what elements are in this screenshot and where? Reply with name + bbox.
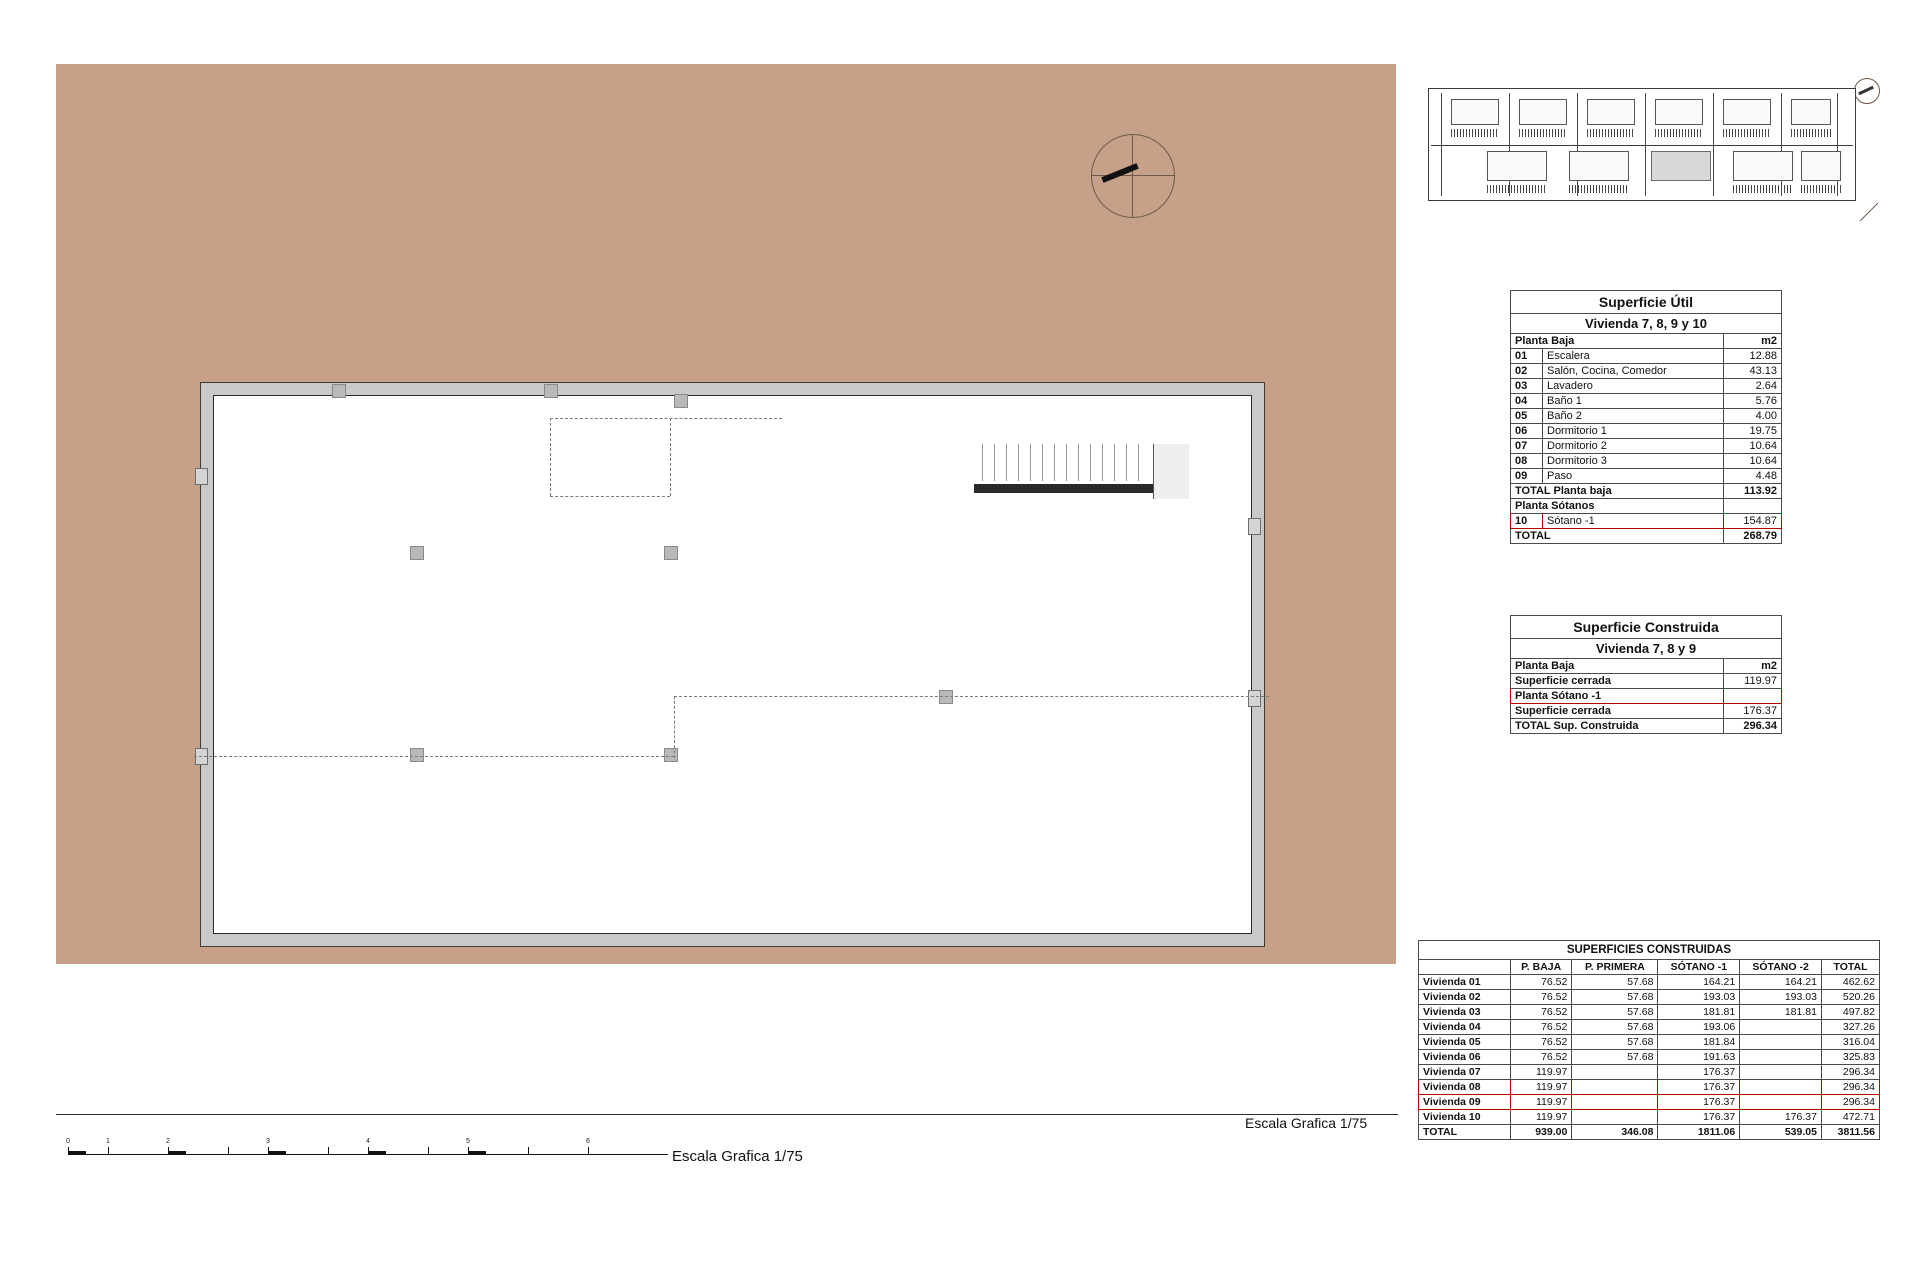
column-marker: [410, 748, 424, 762]
column-marker: [410, 546, 424, 560]
table-row: [1511, 424, 1782, 439]
total-value: 296.34: [1724, 719, 1782, 734]
room-area: 154.87: [1724, 514, 1782, 529]
row-label: Vivienda 07: [1419, 1065, 1511, 1080]
cell-p-primera: [1572, 1095, 1658, 1110]
cell-total: 520.26: [1821, 990, 1879, 1005]
row-label: Vivienda 06: [1419, 1050, 1511, 1065]
cell-p-primera: 57.68: [1572, 975, 1658, 990]
cell-total: 497.82: [1821, 1005, 1879, 1020]
subtotal-value: 113.92: [1724, 484, 1782, 499]
table-row: [1511, 349, 1782, 364]
room-area: 4.00: [1724, 409, 1782, 424]
section-header-sotano: Planta Sótano -1: [1511, 689, 1724, 704]
projection-line: [674, 696, 675, 758]
area-value: 176.37: [1724, 704, 1782, 719]
total-sotano-1: 1811.06: [1658, 1125, 1740, 1140]
cell-sotano-2: 176.37: [1740, 1110, 1822, 1125]
cell-sotano-2: 193.03: [1740, 990, 1822, 1005]
superficie-util-table-wrapper: [1510, 290, 1782, 544]
room-label: Paso: [1543, 469, 1724, 484]
wall-opening-marker: [1248, 690, 1261, 707]
cell-p-baja: 119.97: [1511, 1095, 1572, 1110]
column-marker: [664, 748, 678, 762]
total-label: TOTAL Sup. Construida: [1511, 719, 1724, 734]
building-interior: [213, 395, 1252, 934]
table-total-row: [1511, 719, 1782, 734]
table-row: [1419, 990, 1880, 1005]
scale-tick-4: 4: [366, 1138, 370, 1145]
room-area: 5.76: [1724, 394, 1782, 409]
drawing-divider-line: [56, 1114, 1398, 1115]
room-code: 03: [1511, 379, 1543, 394]
projection-line: [550, 496, 670, 497]
cell-sotano-2: 164.21: [1740, 975, 1822, 990]
section-header-planta-sotanos: Planta Sótanos: [1511, 499, 1724, 514]
table-row: [1419, 1050, 1880, 1065]
cell-p-baja: 76.52: [1511, 1020, 1572, 1035]
table-total-row: [1419, 1125, 1880, 1140]
elevation-frame: [1428, 88, 1856, 201]
key-elevation-thumbnail: [1418, 78, 1880, 223]
cell-p-primera: 57.68: [1572, 990, 1658, 1005]
table-subtitle: Vivienda 7, 8, 9 y 10: [1511, 314, 1782, 334]
row-label: Vivienda 02: [1419, 990, 1511, 1005]
room-label: Dormitorio 3: [1543, 454, 1724, 469]
cell-total: 327.26: [1821, 1020, 1879, 1035]
table-row: [1419, 975, 1880, 990]
cell-p-primera: 57.68: [1572, 1050, 1658, 1065]
cell-total: 316.04: [1821, 1035, 1879, 1050]
cell-sotano-1: 164.21: [1658, 975, 1740, 990]
column-marker: [939, 690, 953, 704]
col-header-blank: [1419, 960, 1511, 975]
cell-total: 472.71: [1821, 1110, 1879, 1125]
room-area: 10.64: [1724, 454, 1782, 469]
scale-tick-0: 0: [66, 1138, 70, 1145]
cell-sotano-1: 176.37: [1658, 1065, 1740, 1080]
row-label: Vivienda 05: [1419, 1035, 1511, 1050]
table-row: [1511, 379, 1782, 394]
cell-p-baja: 76.52: [1511, 1005, 1572, 1020]
cell-sotano-2: [1740, 1080, 1822, 1095]
room-code: 10: [1511, 514, 1543, 529]
cell-sotano-2: [1740, 1050, 1822, 1065]
table-row: [1419, 1005, 1880, 1020]
projection-line: [674, 696, 1269, 697]
unit-header: m2: [1724, 334, 1782, 349]
col-header-sotano-2: SÓTANO -2: [1740, 960, 1822, 975]
area-label: Superficie cerrada: [1511, 674, 1724, 689]
unit-header: m2: [1724, 659, 1782, 674]
room-code: 08: [1511, 454, 1543, 469]
room-area: 43.13: [1724, 364, 1782, 379]
subtotal-label: TOTAL Planta baja: [1511, 484, 1724, 499]
table-header-row: [1419, 960, 1880, 975]
room-area: 19.75: [1724, 424, 1782, 439]
table-title: SUPERFICIES CONSTRUIDAS: [1419, 941, 1880, 960]
section-header-planta-baja: Planta Baja: [1511, 334, 1724, 349]
total-grand: 3811.56: [1821, 1125, 1879, 1140]
graphic-scale-bar: [68, 1140, 668, 1162]
cell-sotano-1: 191.63: [1658, 1050, 1740, 1065]
total-p-primera: 346.08: [1572, 1125, 1658, 1140]
cell-total: 296.34: [1821, 1095, 1879, 1110]
cell-p-baja: 119.97: [1511, 1110, 1572, 1125]
room-code: 07: [1511, 439, 1543, 454]
area-value: 119.97: [1724, 674, 1782, 689]
room-area: 2.64: [1724, 379, 1782, 394]
cell-p-baja: 119.97: [1511, 1065, 1572, 1080]
room-code: 04: [1511, 394, 1543, 409]
cell-sotano-2: [1740, 1095, 1822, 1110]
cell-sotano-1: 193.06: [1658, 1020, 1740, 1035]
table-row: [1511, 394, 1782, 409]
total-p-baja: 939.00: [1511, 1125, 1572, 1140]
total-label: TOTAL: [1419, 1125, 1511, 1140]
table-row: [1511, 409, 1782, 424]
room-area: 10.64: [1724, 439, 1782, 454]
cell-sotano-2: [1740, 1020, 1822, 1035]
cell-sotano-2: 181.81: [1740, 1005, 1822, 1020]
cell-total: 462.62: [1821, 975, 1879, 990]
room-area: 4.48: [1724, 469, 1782, 484]
col-header-p-baja: P. BAJA: [1511, 960, 1572, 975]
compass-icon: [1854, 78, 1880, 104]
room-area: 12.88: [1724, 349, 1782, 364]
row-label: Vivienda 10: [1419, 1110, 1511, 1125]
cell-p-baja: 119.97: [1511, 1080, 1572, 1095]
table-row: [1511, 439, 1782, 454]
cell-total: 296.34: [1821, 1080, 1879, 1095]
row-label: Vivienda 03: [1419, 1005, 1511, 1020]
scale-tick-6: 6: [586, 1138, 590, 1145]
cell-p-baja: 76.52: [1511, 1050, 1572, 1065]
floor-plan-drawing: [56, 64, 1396, 1114]
table-total-row: [1511, 529, 1782, 544]
cell-p-primera: 57.68: [1572, 1005, 1658, 1020]
scale-tick-5: 5: [466, 1138, 470, 1145]
table-row: [1419, 1035, 1880, 1050]
table-row: [1511, 454, 1782, 469]
room-code: 09: [1511, 469, 1543, 484]
table-title: Superficie Construida: [1511, 616, 1782, 639]
table-row: [1511, 364, 1782, 379]
cell-sotano-1: 181.84: [1658, 1035, 1740, 1050]
table-subtotal-row: [1511, 484, 1782, 499]
column-marker: [544, 384, 558, 398]
table-row: [1511, 674, 1782, 689]
cell-p-primera: [1572, 1065, 1658, 1080]
room-label: Baño 2: [1543, 409, 1724, 424]
scale-tick-1: 1: [106, 1138, 110, 1145]
area-label: Superficie cerrada: [1511, 704, 1724, 719]
table-row: [1419, 1020, 1880, 1035]
table-row: [1419, 1065, 1880, 1080]
room-label: Escalera: [1543, 349, 1724, 364]
col-header-sotano-1: SÓTANO -1: [1658, 960, 1740, 975]
table-title: Superficie Útil: [1511, 291, 1782, 314]
cell-sotano-1: 176.37: [1658, 1080, 1740, 1095]
projection-line: [670, 418, 671, 496]
cell-sotano-1: 176.37: [1658, 1110, 1740, 1125]
section-empty-cell: [1724, 499, 1782, 514]
cell-total: 325.83: [1821, 1050, 1879, 1065]
projection-line: [550, 418, 782, 419]
room-code: 06: [1511, 424, 1543, 439]
cell-sotano-1: 181.81: [1658, 1005, 1740, 1020]
wall-opening-marker: [1248, 518, 1261, 535]
projection-line: [194, 756, 674, 757]
room-code: 02: [1511, 364, 1543, 379]
room-label: Baño 1: [1543, 394, 1724, 409]
cell-p-primera: 57.68: [1572, 1020, 1658, 1035]
row-label: Vivienda 08: [1419, 1080, 1511, 1095]
room-label: Salón, Cocina, Comedor: [1543, 364, 1724, 379]
superficies-construidas-table: [1418, 940, 1880, 1140]
scale-label-bottom: Escala Grafica 1/75: [672, 1148, 803, 1165]
cell-p-primera: [1572, 1080, 1658, 1095]
col-header-total: TOTAL: [1821, 960, 1879, 975]
cell-sotano-2: [1740, 1065, 1822, 1080]
row-label: Vivienda 01: [1419, 975, 1511, 990]
room-code: 05: [1511, 409, 1543, 424]
column-marker: [674, 394, 688, 408]
total-sotano-2: 539.05: [1740, 1125, 1822, 1140]
column-marker: [332, 384, 346, 398]
table-row: [1511, 704, 1782, 719]
staircase: [974, 444, 1189, 499]
row-label: Vivienda 09: [1419, 1095, 1511, 1110]
total-label: TOTAL: [1511, 529, 1724, 544]
table-row-highlighted: [1511, 514, 1782, 529]
total-value: 268.79: [1724, 529, 1782, 544]
cell-total: 296.34: [1821, 1065, 1879, 1080]
section-header-planta-baja: Planta Baja: [1511, 659, 1724, 674]
room-label: Dormitorio 2: [1543, 439, 1724, 454]
superficie-construida-table-wrapper: [1510, 615, 1782, 734]
cell-p-baja: 76.52: [1511, 1035, 1572, 1050]
cell-p-primera: 57.68: [1572, 1035, 1658, 1050]
superficies-construidas-table-wrapper: [1418, 940, 1880, 1140]
north-arrow-icon: [1091, 134, 1175, 218]
cell-sotano-2: [1740, 1035, 1822, 1050]
table-row: [1511, 469, 1782, 484]
scale-tick-3: 3: [266, 1138, 270, 1145]
sheet-corner-mark: [1858, 201, 1880, 223]
room-label: Dormitorio 1: [1543, 424, 1724, 439]
superficie-construida-table: [1510, 615, 1782, 734]
column-marker: [664, 546, 678, 560]
wall-opening-marker: [195, 468, 208, 485]
scale-label-top: Escala Grafica 1/75: [1245, 1115, 1368, 1131]
table-section-row: [1511, 499, 1782, 514]
col-header-p-primera: P. PRIMERA: [1572, 960, 1658, 975]
cell-p-primera: [1572, 1110, 1658, 1125]
superficie-util-table: [1510, 290, 1782, 544]
cell-sotano-1: 176.37: [1658, 1095, 1740, 1110]
table-row-highlighted: [1511, 689, 1782, 704]
cell-sotano-1: 193.03: [1658, 990, 1740, 1005]
area-value: [1724, 689, 1782, 704]
room-label: Lavadero: [1543, 379, 1724, 394]
row-label: Vivienda 04: [1419, 1020, 1511, 1035]
projection-line: [550, 418, 551, 496]
building-outline: [200, 382, 1265, 947]
cell-p-baja: 76.52: [1511, 990, 1572, 1005]
table-row: [1419, 1110, 1880, 1125]
cell-p-baja: 76.52: [1511, 975, 1572, 990]
table-subtitle: Vivienda 7, 8 y 9: [1511, 639, 1782, 659]
scale-tick-2: 2: [166, 1138, 170, 1145]
table-row-highlighted: [1419, 1080, 1880, 1095]
table-row-highlighted: [1419, 1095, 1880, 1110]
room-label: Sótano -1: [1543, 514, 1724, 529]
room-code: 01: [1511, 349, 1543, 364]
